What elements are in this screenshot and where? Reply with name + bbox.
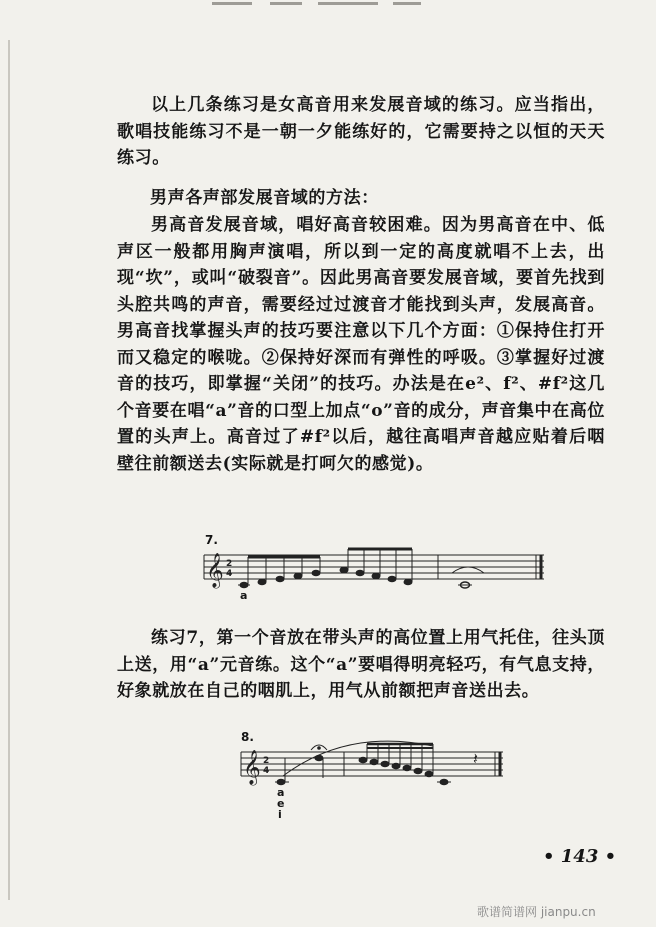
vowel-label: e xyxy=(277,797,285,810)
music-example-8 xyxy=(237,730,517,826)
svg-text:2: 2 xyxy=(263,756,270,766)
section-heading: 男声各声部发展音域的方法： xyxy=(150,188,379,208)
svg-text:𝄽: 𝄽 xyxy=(473,749,478,768)
svg-text:2: 2 xyxy=(226,559,233,569)
example-number: 7. xyxy=(205,533,218,547)
page-number: • 143 • xyxy=(543,846,617,867)
svg-text:𝄞: 𝄞 xyxy=(206,553,224,588)
top-scan-mark xyxy=(318,2,378,5)
svg-text:4: 4 xyxy=(263,766,270,776)
music-example-7 xyxy=(200,533,550,605)
vowel-label: a xyxy=(240,589,248,602)
tenor-method-paragraph: 男高音发展音域，唱好高音较困难。因为男高音在中、低声区一般都用胸声演唱，所以到一定的高度就唱不上去，出现“坎”，或叫“破裂音”。因此男高音要发展音域，要首先找到头腔共鸣的声音，需要经过过渡音才能找到头声，发展高音。男高音找掌握头声的技巧要注意以下几个方面：①保持住打开而又稳定的喉咙。②保持好深而有弹性的呼吸。③掌握好过渡音的技巧，即掌握“关闭”的技巧。办法是在e²、f²、#f²这几个音要在唱“a”音的口型上加点“o”音的成分，声音集中在高位置的头声上。高音过了#f²以后，越往高唱声音越应贴着后咽壁往前额送去(实际就是打呵欠的感觉)。 xyxy=(117,215,605,474)
example-number: 8. xyxy=(241,730,254,744)
svg-text:4: 4 xyxy=(226,569,233,579)
exercise-7-paragraph: 练习7，第一个音放在带头声的高位置上用气托住，往头顶上送，用“a”元音练。这个“a”要唱得明亮轻巧，有气息支持，好象就放在自己的咽肌上，用气从前额把声音送出去。 xyxy=(117,628,605,701)
top-scan-mark xyxy=(393,2,421,5)
watermark-text: 歌谱简谱网 jianpu.cn xyxy=(477,905,596,919)
intro-paragraph: 以上几条练习是女高音用来发展音域的练习。应当指出，歌唱技能练习不是一朝一夕能练好的，它需要持之以恒的天天练习。 xyxy=(117,95,605,168)
svg-text:𝄞: 𝄞 xyxy=(243,750,261,785)
vowel-label: i xyxy=(278,808,282,821)
page-edge-line xyxy=(8,40,10,900)
top-scan-mark xyxy=(212,2,252,5)
vowel-label: a xyxy=(277,786,285,799)
top-scan-mark xyxy=(270,2,302,5)
staff-notation xyxy=(200,533,550,605)
